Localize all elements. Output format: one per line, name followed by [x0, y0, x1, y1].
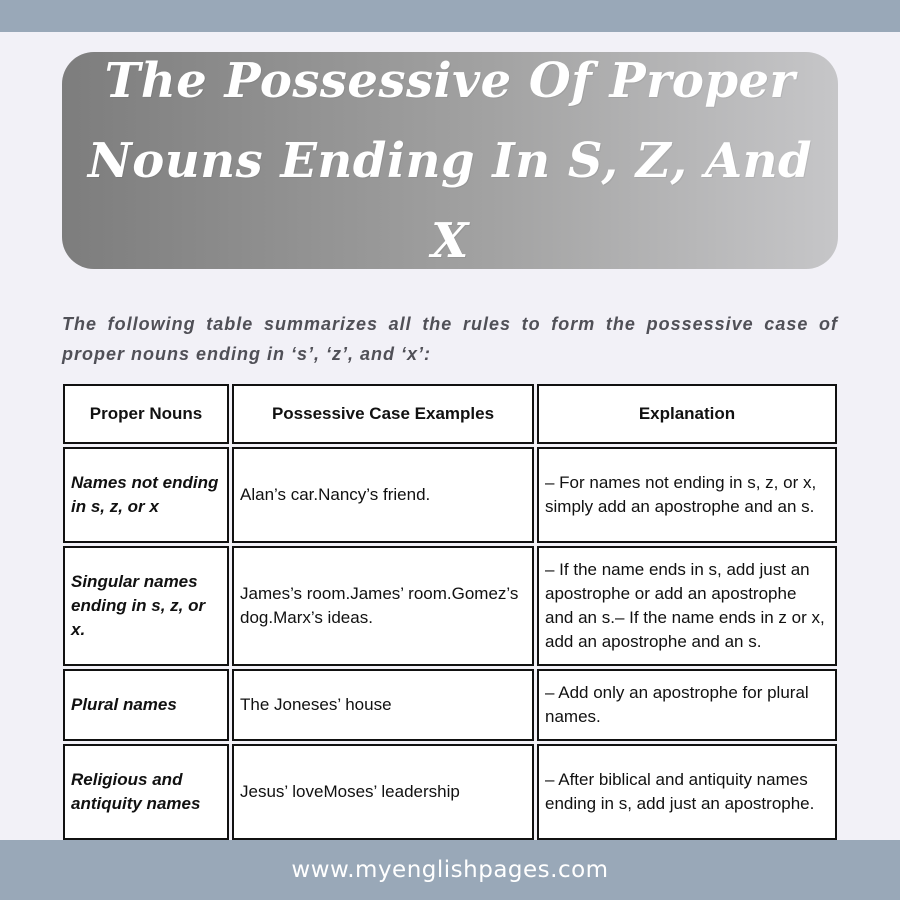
row-explanation: – If the name ends in s, add just an apostrophe or add an apostrophe and an s.– If the name ends in z or x, add an apostrophe and an s. — [537, 546, 837, 666]
row-examples: Alan’s car.Nancy’s friend. — [232, 447, 534, 543]
title-line-1: The Possessive Of Proper — [104, 52, 796, 109]
footer-band — [0, 840, 900, 900]
row-explanation: – After biblical and antiquity names ending in s, add just an apostrophe. — [537, 744, 837, 840]
title-banner — [62, 52, 838, 269]
title-line-2: Nouns Ending In S, Z, And X — [87, 132, 813, 269]
row-examples: Jesus’ loveMoses’ leadership — [232, 744, 534, 840]
row-explanation: – For names not ending in s, z, or x, simply add an apostrophe and an s. — [537, 447, 837, 543]
row-category: Names not ending in s, z, or x — [63, 447, 229, 543]
row-category: Singular names ending in s, z, or x. — [63, 546, 229, 666]
possessive-rules-table — [60, 381, 840, 843]
header-proper-nouns: Proper Nouns — [63, 384, 229, 444]
row-category: Plural names — [63, 669, 229, 741]
row-examples: The Joneses’ house — [232, 669, 534, 741]
page-title — [62, 41, 838, 281]
table-row — [63, 546, 837, 666]
intro-text: The following table summarizes all the rules to form the possessive case of proper nouns ending in ‘s’, ‘z’, and ‘x’: — [62, 314, 838, 364]
top-band — [0, 0, 900, 32]
table-row — [63, 744, 837, 840]
footer-website-url: www.myenglishpages.com — [291, 857, 609, 883]
table-row — [63, 669, 837, 741]
header-possessive-examples: Possessive Case Examples — [232, 384, 534, 444]
header-explanation: Explanation — [537, 384, 837, 444]
table-header-row — [63, 384, 837, 444]
row-category: Religious and antiquity names — [63, 744, 229, 840]
row-examples: James’s room.James’ room.Gomez’s dog.Marx’s ideas. — [232, 546, 534, 666]
row-explanation: – Add only an apostrophe for plural names. — [537, 669, 837, 741]
table-row — [63, 447, 837, 543]
